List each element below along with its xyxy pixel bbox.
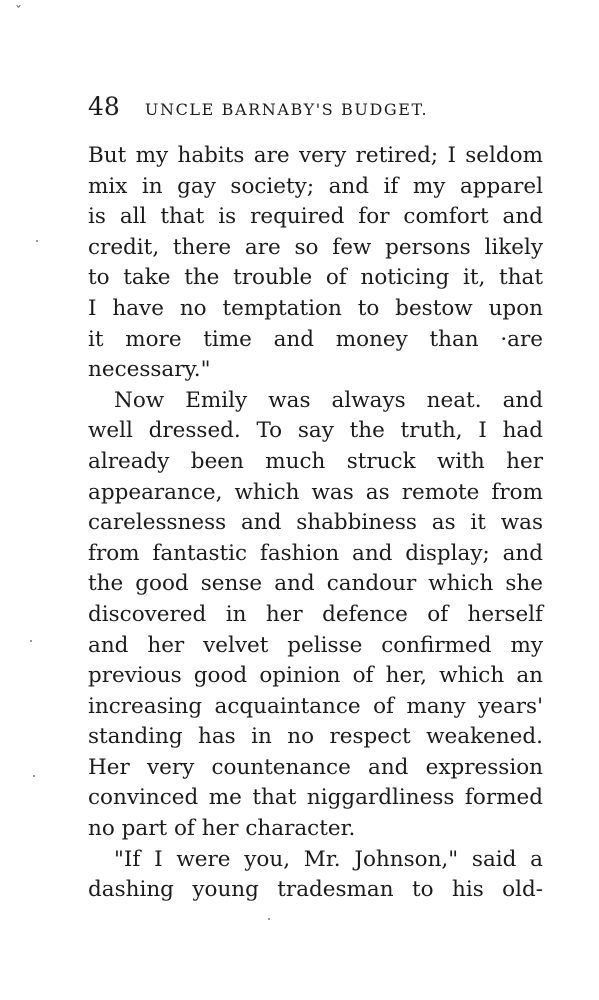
running-title: UNCLE BARNABY'S BUDGET. <box>144 100 429 119</box>
text-line: credit, there are so few persons likely <box>88 234 543 260</box>
text-line: well dressed. To say the truth, I had <box>88 418 543 444</box>
text-line: standing has in no respect weakened. <box>88 724 543 750</box>
text-line: already been much struck with her <box>88 448 543 474</box>
text-line: the good sense and candour which she <box>88 571 543 597</box>
page-header <box>88 92 558 122</box>
text-line: it more time and money than ·are <box>88 326 543 352</box>
text-line: necessary." <box>88 357 211 383</box>
text-line: appearance, which was as remote from <box>88 479 543 505</box>
text-line: discovered in her defence of herself <box>88 601 543 627</box>
text-line: I have no temptation to bestow upon <box>88 295 543 321</box>
text-line: mix in gay society; and if my apparel <box>88 173 543 199</box>
body-text <box>88 141 543 906</box>
text-line: "If I were you, Mr. Johnson," said a <box>114 846 543 872</box>
text-line: to take the trouble of noticing it, that <box>88 265 543 291</box>
page-number: 48 <box>88 92 120 121</box>
text-line: previous good opinion of her, which an <box>88 663 543 689</box>
margin-mark: ˇ <box>15 4 22 20</box>
paper-speck <box>268 918 270 920</box>
paper-speck <box>33 775 35 777</box>
text-line: is all that is required for comfort and <box>88 204 543 230</box>
text-line: Her very countenance and expression <box>88 754 543 780</box>
text-line: no part of her character. <box>88 816 356 842</box>
text-line: Now Emily was always neat. and <box>114 387 543 413</box>
text-line: But my habits are very retired; I seldom <box>88 143 543 168</box>
text-line: from fantastic fashion and display; and <box>88 540 543 566</box>
paper-speck <box>30 640 32 642</box>
text-line: and her velvet pelisse confirmed my <box>88 632 543 658</box>
text-line: dashing young tradesman to his old- <box>88 877 543 903</box>
text-line: carelessness and shabbiness as it was <box>88 510 543 536</box>
paper-speck <box>36 240 38 242</box>
text-line: convinced me that niggardliness formed <box>88 785 543 811</box>
text-line: increasing acquaintance of many years' <box>88 693 543 719</box>
